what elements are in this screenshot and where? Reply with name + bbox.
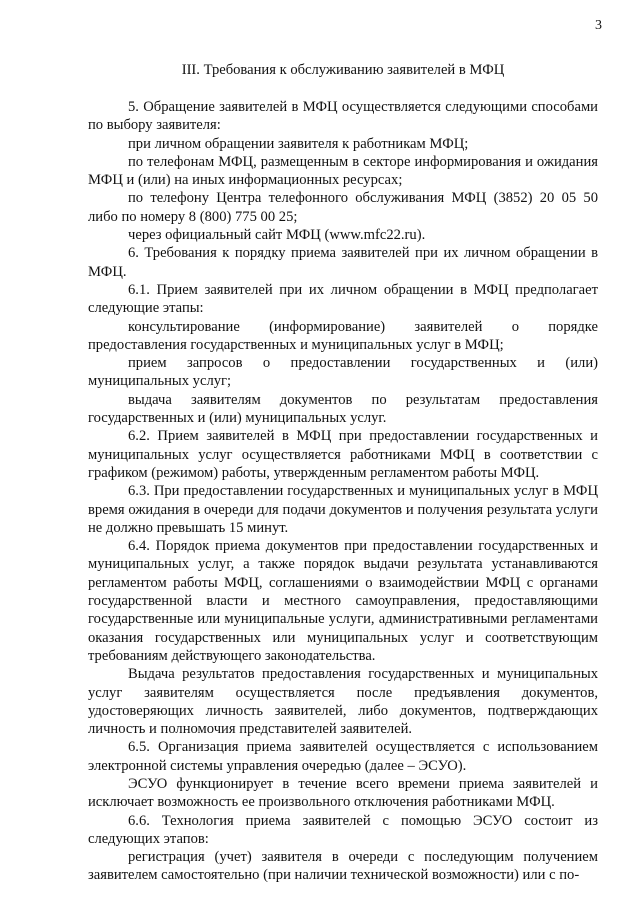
paragraph: 6.4. Порядок приема документов при предоставлении государственных и муниципальных услуг, а также порядок выдачи результата устанавливаются регламентом работы МФЦ, соглашениями о взаимодействии МФЦ с органами государственной власти и местного самоуправления, предоставляющими государственные или муниципальные услуги, административными регламентами оказания государственных или муниципальных услуг и соответствующим требованиям действующего законодательства. (88, 538, 598, 664)
paragraph: ЭСУО функционирует в течение всего времени приема заявителей и исключает возможность ее произвольного отключения работниками МФЦ. (88, 775, 598, 811)
paragraph: Выдача результатов предоставления государственных и муниципальных услуг заявителям осуществляется после предъявления документов, удостоверяющих личность заявителей, либо документов, подтверждающих личность и полномочия представителей заявителей. (88, 666, 598, 738)
paragraph: регистрация (учет) заявителя в очереди с последующим получением заявителем самостоятельно (при наличии технической возможности) или с по- (88, 849, 598, 884)
paragraph: 6. Требования к порядку приема заявителей при их личном обращении в МФЦ. (88, 245, 598, 280)
paragraph: 6.5. Организация приема заявителей осуществляется с использованием электронной системы управления очередью (далее – ЭСУО). (88, 739, 598, 774)
paragraph: 6.6. Технология приема заявителей с помощью ЭСУО состоит из следующих этапов: (88, 812, 598, 847)
section-title: III. Требования к обслуживанию заявителей в МФЦ (181, 62, 505, 78)
paragraph: по телефонам МФЦ, размещенным в секторе информирования и ожидания МФЦ и (или) на иных информационных ресурсах; (88, 153, 598, 189)
paragraph: по телефону Центра телефонного обслуживания МФЦ (3852) 20 05 50 либо по номеру 8 (800) 775 00 25; (88, 190, 598, 225)
paragraph: 6.3. При предоставлении государственных и муниципальных услуг в МФЦ время ожидания в очереди для подачи документов и получения результата услуги не должно превышать 15 минут. (88, 483, 598, 536)
paragraph: прием запросов о предоставлении государственных и (или) муниципальных услуг; (88, 355, 598, 390)
body-text (88, 98, 598, 885)
paragraph: 6.2. Прием заявителей в МФЦ при предоставлении государственных и муниципальных услуг осуществляется работниками МФЦ в соответствии с графиком (режимом) работы, утвержденным регламентом работы МФЦ. (88, 428, 598, 481)
paragraph: 5. Обращение заявителей в МФЦ осуществляется следующими способами по выбору заявителя: (88, 99, 598, 134)
paragraph: выдача заявителям документов по результатам предоставления государственных и (или) муниципальных услуг. (88, 391, 598, 427)
paragraph: при личном обращении заявителя к работникам МФЦ; (128, 135, 469, 152)
page-number: 3 (595, 18, 602, 33)
paragraph: через официальный сайт МФЦ (www.mfc22.ru). (128, 227, 426, 244)
paragraph: 6.1. Прием заявителей при их личном обращении в МФЦ предполагает следующие этапы: (88, 281, 598, 317)
paragraph: консультирование (информирование) заявителей о порядке предоставления государственных и муниципальных услуг в МФЦ; (88, 318, 598, 353)
